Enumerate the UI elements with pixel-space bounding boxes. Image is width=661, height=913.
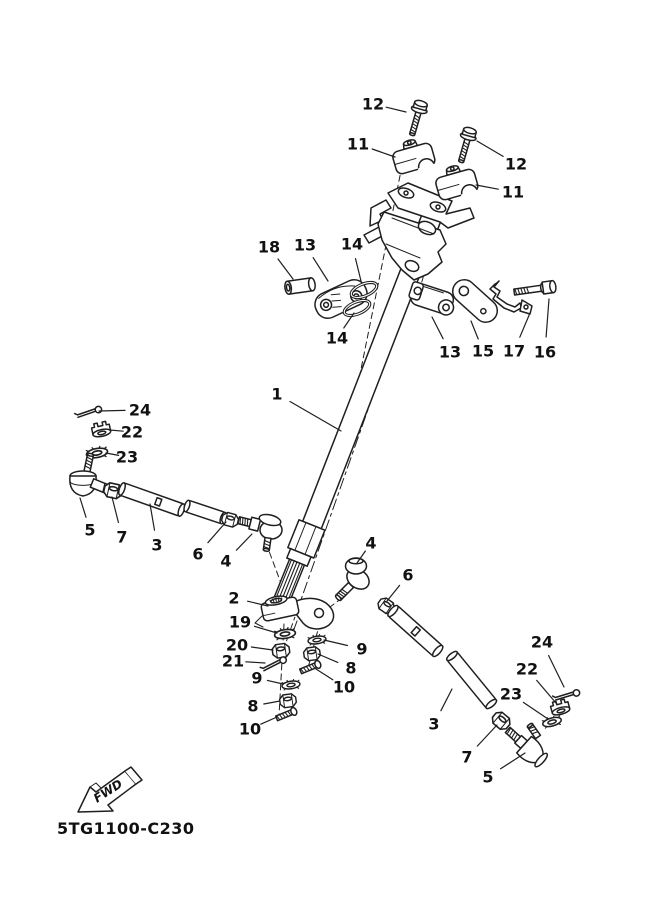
callout-11: 11	[346, 134, 370, 154]
callout-19: 19	[228, 612, 252, 632]
callout-14: 14	[325, 328, 349, 348]
stay-plate-15	[448, 275, 502, 327]
bolt-10-left	[275, 707, 298, 722]
leader-line-13	[313, 258, 328, 281]
leader-line-17	[520, 313, 530, 337]
callout-6: 6	[402, 565, 414, 585]
handlebar-holder-bracket	[364, 183, 474, 280]
nut-8-left	[279, 693, 297, 708]
callout-1: 1	[271, 384, 283, 404]
callout-12: 12	[504, 154, 528, 174]
diagram-code: 5TG1100-C230	[57, 819, 195, 838]
leader-line-15	[471, 321, 478, 339]
leader-line-18	[278, 259, 293, 279]
callout-6: 6	[192, 544, 204, 564]
clamp-bolt-left	[404, 99, 429, 138]
handlebar-clamp-left	[389, 135, 436, 176]
callout-8: 8	[345, 658, 357, 678]
clamp-bolt-right	[453, 126, 478, 165]
callout-20: 20	[225, 635, 249, 655]
callout-16: 16	[533, 342, 557, 362]
callout-14: 14	[340, 234, 364, 254]
leader-line-12	[477, 141, 503, 156]
steering-clamp-13-right	[407, 281, 458, 317]
leader-line-12	[386, 107, 406, 112]
callout-24: 24	[530, 632, 554, 652]
castle-nut-22-left	[91, 421, 111, 438]
leader-line-11	[476, 185, 498, 189]
callout-12: 12	[361, 94, 385, 114]
bolt-10-right	[299, 660, 322, 675]
cotter-pin-24-left	[74, 406, 102, 418]
callout-7: 7	[461, 747, 473, 767]
tie-rod-3-left	[117, 482, 227, 524]
callout-layer	[80, 95, 564, 787]
tie-rod-end-5-right	[500, 721, 551, 770]
pin-18	[284, 277, 316, 294]
washer-9-left	[281, 679, 300, 691]
leader-line-19	[254, 626, 277, 633]
callout-18: 18	[257, 237, 281, 257]
callout-24: 24	[128, 400, 152, 420]
callout-4: 4	[220, 551, 232, 571]
leader-line-22	[537, 680, 556, 703]
leader-line-24	[99, 410, 125, 411]
handlebar-clamp-right	[432, 161, 479, 202]
callout-11: 11	[501, 182, 525, 202]
callout-17: 17	[502, 341, 526, 361]
leader-line-10	[261, 717, 277, 724]
callout-5: 5	[482, 767, 494, 787]
callout-2: 2	[228, 588, 240, 608]
callout-13: 13	[438, 342, 462, 362]
leader-line-4	[236, 534, 252, 550]
leader-line-8	[318, 654, 338, 662]
leader-line-1	[290, 402, 341, 432]
leader-line-13	[432, 317, 443, 339]
callout-21: 21	[221, 651, 245, 671]
leader-line-6	[208, 522, 226, 543]
flange-bolt-16	[513, 280, 556, 298]
callout-22: 22	[120, 422, 144, 442]
leader-line-9	[267, 680, 283, 684]
fwd-label: FWD	[91, 776, 125, 806]
tie-rod-end-4-left	[237, 512, 282, 551]
cotter-pin-21	[259, 656, 287, 671]
callout-9: 9	[356, 639, 368, 659]
leader-line-6	[387, 585, 400, 601]
callout-7: 7	[116, 527, 128, 547]
callout-5: 5	[84, 520, 96, 540]
leader-line-14	[356, 259, 362, 281]
leader-line-23	[523, 702, 548, 719]
leader-line-3	[441, 689, 452, 711]
callout-22: 22	[515, 659, 539, 679]
fwd-arrow	[78, 767, 142, 812]
callout-8: 8	[247, 696, 259, 716]
callout-13: 13	[293, 235, 317, 255]
callout-4: 4	[365, 533, 377, 553]
leader-line-21	[246, 662, 265, 663]
leader-line-8	[264, 701, 280, 704]
leader-line-10	[316, 669, 333, 680]
leader-line-9	[324, 640, 347, 646]
leader-line-5	[501, 753, 525, 769]
callout-9: 9	[251, 668, 263, 688]
callout-3: 3	[151, 535, 163, 555]
leader-line-7	[112, 497, 118, 522]
leader-line-5	[80, 498, 86, 517]
leader-line-16	[546, 299, 549, 337]
callout-10: 10	[238, 719, 262, 739]
castle-nut-22-right	[550, 698, 571, 716]
nut-20	[272, 643, 291, 659]
leader-line-11	[372, 149, 395, 157]
callout-23: 23	[115, 447, 139, 467]
tie-rod-3-right	[386, 604, 498, 710]
callout-23: 23	[499, 684, 523, 704]
leader-line-20	[251, 647, 273, 650]
cotter-pin-24-right	[552, 689, 580, 700]
leader-line-24	[549, 656, 564, 688]
callout-3: 3	[428, 714, 440, 734]
callout-10: 10	[332, 677, 356, 697]
leader-line-7	[477, 725, 497, 746]
callout-15: 15	[471, 341, 495, 361]
tie-rod-end-4-right	[335, 558, 373, 601]
